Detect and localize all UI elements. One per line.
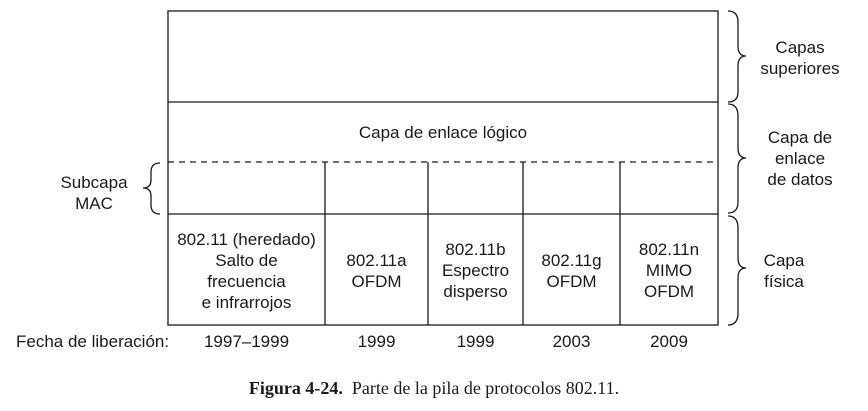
physical-cell-80211a [325, 216, 428, 325]
llc-label: Capa de enlace lógico [358, 123, 528, 142]
release-date: 2003 [552, 332, 591, 351]
physical-cell-line: 802.11g [541, 250, 602, 270]
physical-cell-line: OFDM [643, 282, 695, 301]
physical-cell-line: OFDM [546, 271, 597, 291]
figure-caption [0, 378, 868, 399]
physical-cell-80211b [428, 216, 523, 325]
figure-number: Figura 4-24. [248, 378, 343, 398]
label-line: Capas [775, 38, 825, 57]
release-date: 1997–1999 [203, 332, 290, 351]
label-line: MAC [75, 194, 113, 213]
physical-cell-line: e infrarrojos [201, 292, 292, 312]
label-line: de datos [767, 170, 833, 189]
physical-cell-line: 802.11n [638, 240, 700, 259]
brace-mac [143, 163, 160, 214]
release-date: 2009 [650, 332, 688, 351]
mac-cell [428, 162, 523, 214]
physical-cell-line: Salto de [215, 250, 278, 270]
label-line: superiores [760, 59, 840, 78]
mac-cell [620, 162, 718, 214]
label-line: enlace [774, 149, 826, 168]
physical-cell-line: OFDM [351, 271, 402, 291]
physical-cell-line: MIMO [645, 261, 693, 280]
label-line: Capa de [767, 128, 833, 147]
release-date-label: Fecha de liberación: [16, 332, 170, 351]
physical-cell-line: Espectro [441, 261, 510, 280]
label-datalink-layer [752, 127, 848, 190]
label-line: Capa [763, 251, 805, 270]
physical-cell-line: 802.11a [346, 250, 407, 270]
release-date: 1999 [357, 332, 396, 351]
physical-cell-line: disperso [443, 282, 508, 301]
physical-cell-legacy [168, 216, 325, 325]
label-line: física [764, 272, 804, 291]
mac-cell [168, 162, 325, 214]
figure-caption-text: Parte de la pila de protocolos 802.11. [351, 378, 620, 398]
physical-cell-line: frecuencia [207, 271, 286, 291]
release-date: 1999 [456, 332, 495, 351]
mac-cell [523, 162, 620, 214]
brace-physical [728, 216, 746, 325]
physical-cell-80211g [523, 216, 620, 325]
physical-cell-80211n [620, 216, 718, 325]
brace-datalink [728, 104, 746, 213]
label-physical-layer [752, 250, 816, 292]
physical-cell-line: 802.11 (heredado) [177, 229, 316, 249]
label-upper-layers [752, 37, 848, 79]
label-line: Subcapa [60, 173, 128, 192]
mac-cell [325, 162, 428, 214]
label-mac-sublayer [52, 172, 136, 214]
physical-cell-line: 802.11b [445, 240, 506, 259]
brace-upper [728, 11, 746, 102]
